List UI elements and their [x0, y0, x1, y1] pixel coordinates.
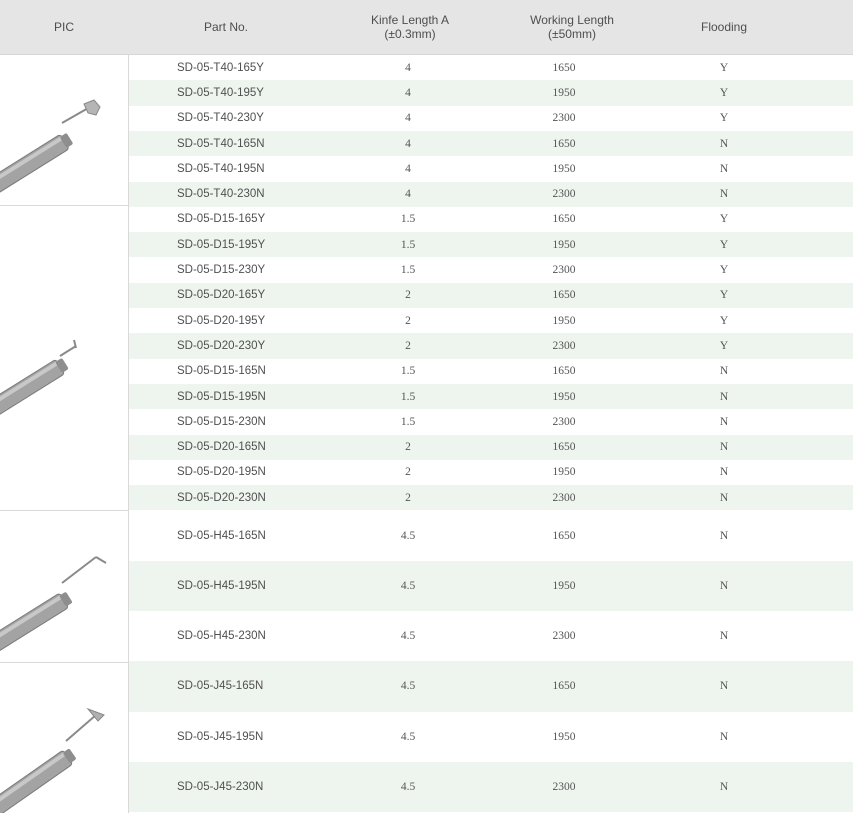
knife-length-cell: 4.5 — [400, 781, 416, 794]
knife-length-cell: 2 — [405, 314, 411, 327]
table-row — [129, 661, 853, 711]
table-row — [129, 232, 853, 257]
header-working-length — [496, 0, 648, 54]
header-flooding-label: Flooding — [700, 20, 748, 34]
working-length-cell: 1650 — [552, 289, 576, 302]
knife-length-cell: 4.5 — [400, 529, 416, 542]
table-row — [129, 435, 853, 460]
working-length-cell: 1950 — [552, 162, 576, 175]
working-length-cell: 1950 — [552, 238, 576, 251]
knife-tool-d-icon — [0, 206, 128, 510]
flooding-cell: N — [719, 680, 729, 693]
knife-length-cell: 4 — [405, 162, 411, 175]
flooding-cell: N — [719, 730, 729, 743]
working-length-cell: 1950 — [552, 86, 576, 99]
knife-length-cell: 4 — [405, 112, 411, 125]
working-length-cell: 2300 — [552, 264, 576, 277]
working-length-cell: 2300 — [552, 415, 576, 428]
table-row — [129, 308, 853, 333]
knife-length-cell: 2 — [405, 491, 411, 504]
flooding-cell: Y — [719, 61, 729, 74]
picture-group-t40 — [0, 55, 128, 206]
flooding-cell: N — [719, 188, 729, 201]
flooding-cell: Y — [719, 238, 729, 251]
part-no-cell: SD-05-D15-165Y — [177, 213, 266, 226]
flooding-cell: Y — [719, 289, 729, 302]
flooding-cell: Y — [719, 314, 729, 327]
table-row — [129, 762, 853, 812]
header-knife-length-label: Kinfe Length A — [370, 13, 450, 27]
knife-length-cell: 4 — [405, 188, 411, 201]
working-length-cell: 1950 — [552, 730, 576, 743]
knife-length-cell: 2 — [405, 339, 411, 352]
flooding-cell: N — [719, 529, 729, 542]
knife-length-cell: 1.5 — [400, 390, 416, 403]
knife-length-cell: 2 — [405, 441, 411, 454]
table-row — [129, 384, 853, 409]
part-no-cell: SD-05-D20-230N — [177, 491, 266, 504]
part-no-cell: SD-05-D20-165N — [177, 441, 266, 454]
working-length-cell: 1950 — [552, 390, 576, 403]
flooding-cell: N — [719, 162, 729, 175]
knife-length-cell: 1.5 — [400, 238, 416, 251]
working-length-cell: 2300 — [552, 491, 576, 504]
flooding-cell: Y — [719, 339, 729, 352]
knife-length-cell: 4 — [405, 61, 411, 74]
part-no-cell: SD-05-D15-195N — [177, 390, 266, 403]
header-knife-length — [324, 0, 496, 54]
table-row — [129, 131, 853, 156]
working-length-cell: 2300 — [552, 630, 576, 643]
part-no-cell: SD-05-T40-165N — [177, 137, 265, 150]
flooding-cell: N — [719, 365, 729, 378]
working-length-cell: 1950 — [552, 579, 576, 592]
working-length-cell: 2300 — [552, 188, 576, 201]
part-no-cell: SD-05-T40-195N — [177, 162, 265, 175]
part-no-cell: SD-05-J45-230N — [177, 781, 264, 794]
part-no-cell: SD-05-J45-165N — [177, 680, 264, 693]
working-length-cell: 1950 — [552, 314, 576, 327]
table-row — [129, 156, 853, 181]
knife-length-cell: 4.5 — [400, 730, 416, 743]
table-row — [129, 510, 853, 560]
table-row — [129, 485, 853, 510]
flooding-cell: N — [719, 579, 729, 592]
header-flooding — [648, 0, 800, 54]
header-pic-label: PIC — [53, 20, 74, 34]
knife-length-cell: 1.5 — [400, 365, 416, 378]
part-no-cell: SD-05-T40-195Y — [177, 86, 264, 99]
table-row — [129, 80, 853, 105]
part-no-cell: SD-05-H45-165N — [177, 529, 266, 542]
part-no-cell: SD-05-D15-230N — [177, 415, 266, 428]
flooding-cell: Y — [719, 86, 729, 99]
table-row — [129, 106, 853, 131]
knife-length-cell: 4 — [405, 86, 411, 99]
part-no-cell: SD-05-D15-230Y — [177, 264, 266, 277]
table-row — [129, 257, 853, 282]
part-no-cell: SD-05-T40-230N — [177, 188, 265, 201]
knife-length-cell: 1.5 — [400, 415, 416, 428]
working-length-cell: 1650 — [552, 137, 576, 150]
knife-length-cell: 4.5 — [400, 680, 416, 693]
header-pic — [0, 0, 128, 54]
part-no-cell: SD-05-T40-165Y — [177, 61, 264, 74]
table-row — [129, 611, 853, 661]
flooding-cell: Y — [719, 213, 729, 226]
table-row — [129, 561, 853, 611]
working-length-cell: 2300 — [552, 339, 576, 352]
table-header — [0, 0, 853, 55]
working-length-cell: 1650 — [552, 213, 576, 226]
knife-length-cell: 4 — [405, 137, 411, 150]
part-no-cell: SD-05-H45-230N — [177, 630, 266, 643]
working-length-cell: 1950 — [552, 466, 576, 479]
part-no-cell: SD-05-D20-165Y — [177, 289, 266, 302]
part-no-cell: SD-05-D20-195Y — [177, 314, 266, 327]
header-working-length-label: Working Length — [530, 13, 614, 27]
knife-length-cell: 1.5 — [400, 264, 416, 277]
working-length-cell: 1650 — [552, 61, 576, 74]
header-knife-tolerance: (±0.3mm) — [384, 27, 436, 41]
part-no-cell: SD-05-D15-195Y — [177, 238, 266, 251]
flooding-cell: N — [719, 491, 729, 504]
working-length-cell: 1650 — [552, 680, 576, 693]
table-row — [129, 283, 853, 308]
knife-length-cell: 2 — [405, 289, 411, 302]
knife-length-cell: 4.5 — [400, 579, 416, 592]
picture-column — [0, 55, 129, 813]
part-no-cell: SD-05-J45-195N — [177, 730, 264, 743]
header-working-tolerance: (±50mm) — [548, 27, 596, 41]
knife-length-cell: 2 — [405, 466, 411, 479]
part-no-cell: SD-05-D20-195N — [177, 466, 266, 479]
working-length-cell: 1650 — [552, 365, 576, 378]
knife-tool-j-icon — [0, 663, 128, 813]
working-length-cell: 1650 — [552, 441, 576, 454]
flooding-cell: N — [719, 441, 729, 454]
table-row — [129, 359, 853, 384]
flooding-cell: N — [719, 390, 729, 403]
knife-length-cell: 1.5 — [400, 213, 416, 226]
flooding-cell: N — [719, 630, 729, 643]
part-no-cell: SD-05-D20-230Y — [177, 339, 266, 352]
flooding-cell: Y — [719, 264, 729, 277]
part-no-cell: SD-05-T40-230Y — [177, 112, 264, 125]
table-row — [129, 409, 853, 434]
knife-length-cell: 4.5 — [400, 630, 416, 643]
table-row — [129, 460, 853, 485]
header-part-no — [128, 0, 324, 54]
working-length-cell: 2300 — [552, 781, 576, 794]
table-row — [129, 333, 853, 358]
knife-tool-h-icon — [0, 511, 128, 662]
table-row — [129, 207, 853, 232]
table-row — [129, 712, 853, 762]
knife-tool-t-icon — [0, 55, 128, 205]
flooding-cell: Y — [719, 112, 729, 125]
working-length-cell: 1650 — [552, 529, 576, 542]
picture-group-h45 — [0, 511, 128, 663]
table-row — [129, 182, 853, 207]
picture-group-d — [0, 206, 128, 511]
flooding-cell: N — [719, 466, 729, 479]
flooding-cell: N — [719, 781, 729, 794]
flooding-cell: N — [719, 415, 729, 428]
table-row — [129, 55, 853, 80]
header-part-no-label: Part No. — [203, 20, 248, 34]
picture-group-j45 — [0, 663, 128, 813]
flooding-cell: N — [719, 137, 729, 150]
part-no-cell: SD-05-D15-165N — [177, 365, 266, 378]
part-no-cell: SD-05-H45-195N — [177, 579, 266, 592]
working-length-cell: 2300 — [552, 112, 576, 125]
